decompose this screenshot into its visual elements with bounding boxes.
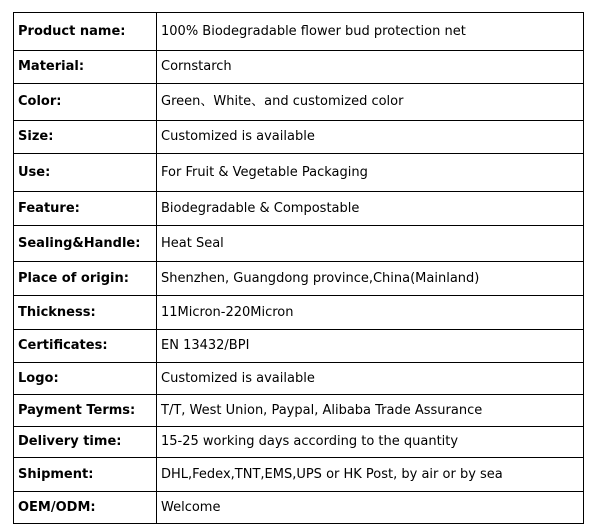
table-row-shipment [14, 458, 584, 492]
table-row-material [14, 51, 584, 84]
table-row-size [14, 121, 584, 154]
row-value: 11Micron-220Micron [157, 296, 584, 330]
table-row-payment-terms [14, 395, 584, 427]
row-label: Delivery time: [14, 427, 157, 458]
row-value: Biodegradable & Compostable [157, 192, 584, 226]
row-label: Certificates: [14, 330, 157, 363]
row-label: Color: [14, 84, 157, 121]
table-row-product-name [14, 13, 584, 51]
table-row-delivery-time [14, 427, 584, 458]
row-label: Product name: [14, 13, 157, 51]
row-value: Customized is available [157, 363, 584, 395]
row-value: Heat Seal [157, 226, 584, 262]
spec-table-body [14, 13, 584, 524]
row-label: Size: [14, 121, 157, 154]
row-label: Shipment: [14, 458, 157, 492]
row-value: 15-25 working days according to the quantity [157, 427, 584, 458]
row-value: T/T, West Union, Paypal, Alibaba Trade Assurance [157, 395, 584, 427]
row-label: OEM/ODM: [14, 492, 157, 524]
row-label: Material: [14, 51, 157, 84]
row-label: Thickness: [14, 296, 157, 330]
row-value: Welcome [157, 492, 584, 524]
table-row-feature [14, 192, 584, 226]
row-value: For Fruit & Vegetable Packaging [157, 154, 584, 192]
row-label: Use: [14, 154, 157, 192]
row-value: Green、White、and customized color [157, 84, 584, 121]
table-row-use [14, 154, 584, 192]
row-value: Shenzhen, Guangdong province,China(Mainland) [157, 262, 584, 296]
row-label: Logo: [14, 363, 157, 395]
row-label: Place of origin: [14, 262, 157, 296]
row-label: Payment Terms: [14, 395, 157, 427]
row-label: Feature: [14, 192, 157, 226]
table-row-oem-odm [14, 492, 584, 524]
row-value: Cornstarch [157, 51, 584, 84]
row-value: Customized is available [157, 121, 584, 154]
spec-table [13, 12, 584, 524]
table-row-sealing-handle [14, 226, 584, 262]
row-value: EN 13432/BPI [157, 330, 584, 363]
row-label: Sealing&Handle: [14, 226, 157, 262]
table-row-certificates [14, 330, 584, 363]
table-row-place-of-origin [14, 262, 584, 296]
table-row-thickness [14, 296, 584, 330]
row-value: DHL,Fedex,TNT,EMS,UPS or HK Post, by air or by sea [157, 458, 584, 492]
table-row-color [14, 84, 584, 121]
row-value: 100% Biodegradable flower bud protection net [157, 13, 584, 51]
table-row-logo [14, 363, 584, 395]
